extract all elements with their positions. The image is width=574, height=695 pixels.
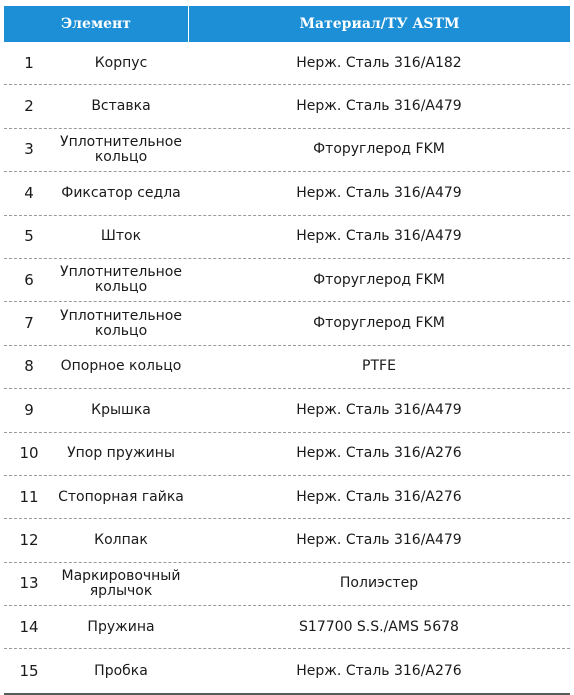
material-spec: Нерж. Сталь 316/A479 [296,98,462,115]
table-row [4,302,570,345]
material-spec: Нерж. Сталь 316/A479 [296,228,462,245]
element-name: Вставка [91,98,151,115]
element-name: Пружина [87,618,155,635]
material-spec: Нерж. Сталь 316/A479 [296,401,462,418]
row-number: 5 [24,227,34,246]
row-number: 7 [24,314,34,333]
material-spec: Фторуглерод FKM [313,271,445,288]
table-header [4,6,570,42]
row-number: 14 [19,617,39,636]
table-row [4,216,570,259]
materials-table [4,6,570,695]
row-number: 8 [24,357,34,376]
table-row [4,172,570,215]
material-spec: Нерж. Сталь 316/A182 [296,54,462,71]
row-number: 3 [24,140,34,159]
element-name: Корпус [94,54,148,71]
table-body [4,42,570,693]
table-row [4,42,570,85]
element-name: Фиксатор седла [61,184,181,201]
row-number: 12 [19,530,39,549]
element-name: Крышка [91,401,151,418]
element-name: Стопорная гайка [58,488,184,505]
row-number: 13 [19,574,39,593]
element-name: Уплотнительное кольцо [60,264,182,296]
material-spec: PTFE [362,358,396,375]
material-spec: Фторуглерод FKM [313,141,445,158]
row-number: 4 [24,183,34,202]
table-row [4,259,570,302]
table-row [4,563,570,606]
element-name: Колпак [94,531,148,548]
element-name: Опорное кольцо [60,358,182,375]
table-row [4,476,570,519]
table-row [4,85,570,128]
material-spec: Нерж. Сталь 316/A276 [296,488,462,505]
table-row [4,433,570,476]
element-name: Уплотнительное кольцо [60,133,182,165]
element-name: Пробка [94,662,148,679]
table-row [4,389,570,432]
row-number: 1 [24,53,34,72]
row-number: 6 [24,270,34,289]
material-spec: S17700 S.S./AMS 5678 [299,618,459,635]
element-name: Шток [100,228,142,245]
material-spec: Полиэстер [339,575,419,592]
row-number: 10 [19,444,39,463]
material-spec: Нерж. Сталь 316/A479 [296,531,462,548]
material-spec: Фторуглерод FKM [313,315,445,332]
element-name: Уплотнительное кольцо [60,307,182,339]
table-row [4,129,570,172]
material-spec: Нерж. Сталь 316/A276 [296,445,462,462]
header-material: Материал/ТУ ASTM [299,16,460,32]
row-number: 9 [24,400,34,419]
row-number: 11 [19,487,39,506]
row-number: 15 [19,661,39,680]
element-name: Упор пружины [67,445,175,462]
header-element: Элемент [4,6,189,42]
row-number: 2 [24,97,34,116]
material-spec: Нерж. Сталь 316/A479 [296,184,462,201]
material-spec: Нерж. Сталь 316/A276 [296,662,462,679]
table-row [4,519,570,562]
element-name: Маркировочный ярлычок [61,567,181,599]
table-row [4,346,570,389]
table-row [4,606,570,649]
table-row [4,649,570,692]
